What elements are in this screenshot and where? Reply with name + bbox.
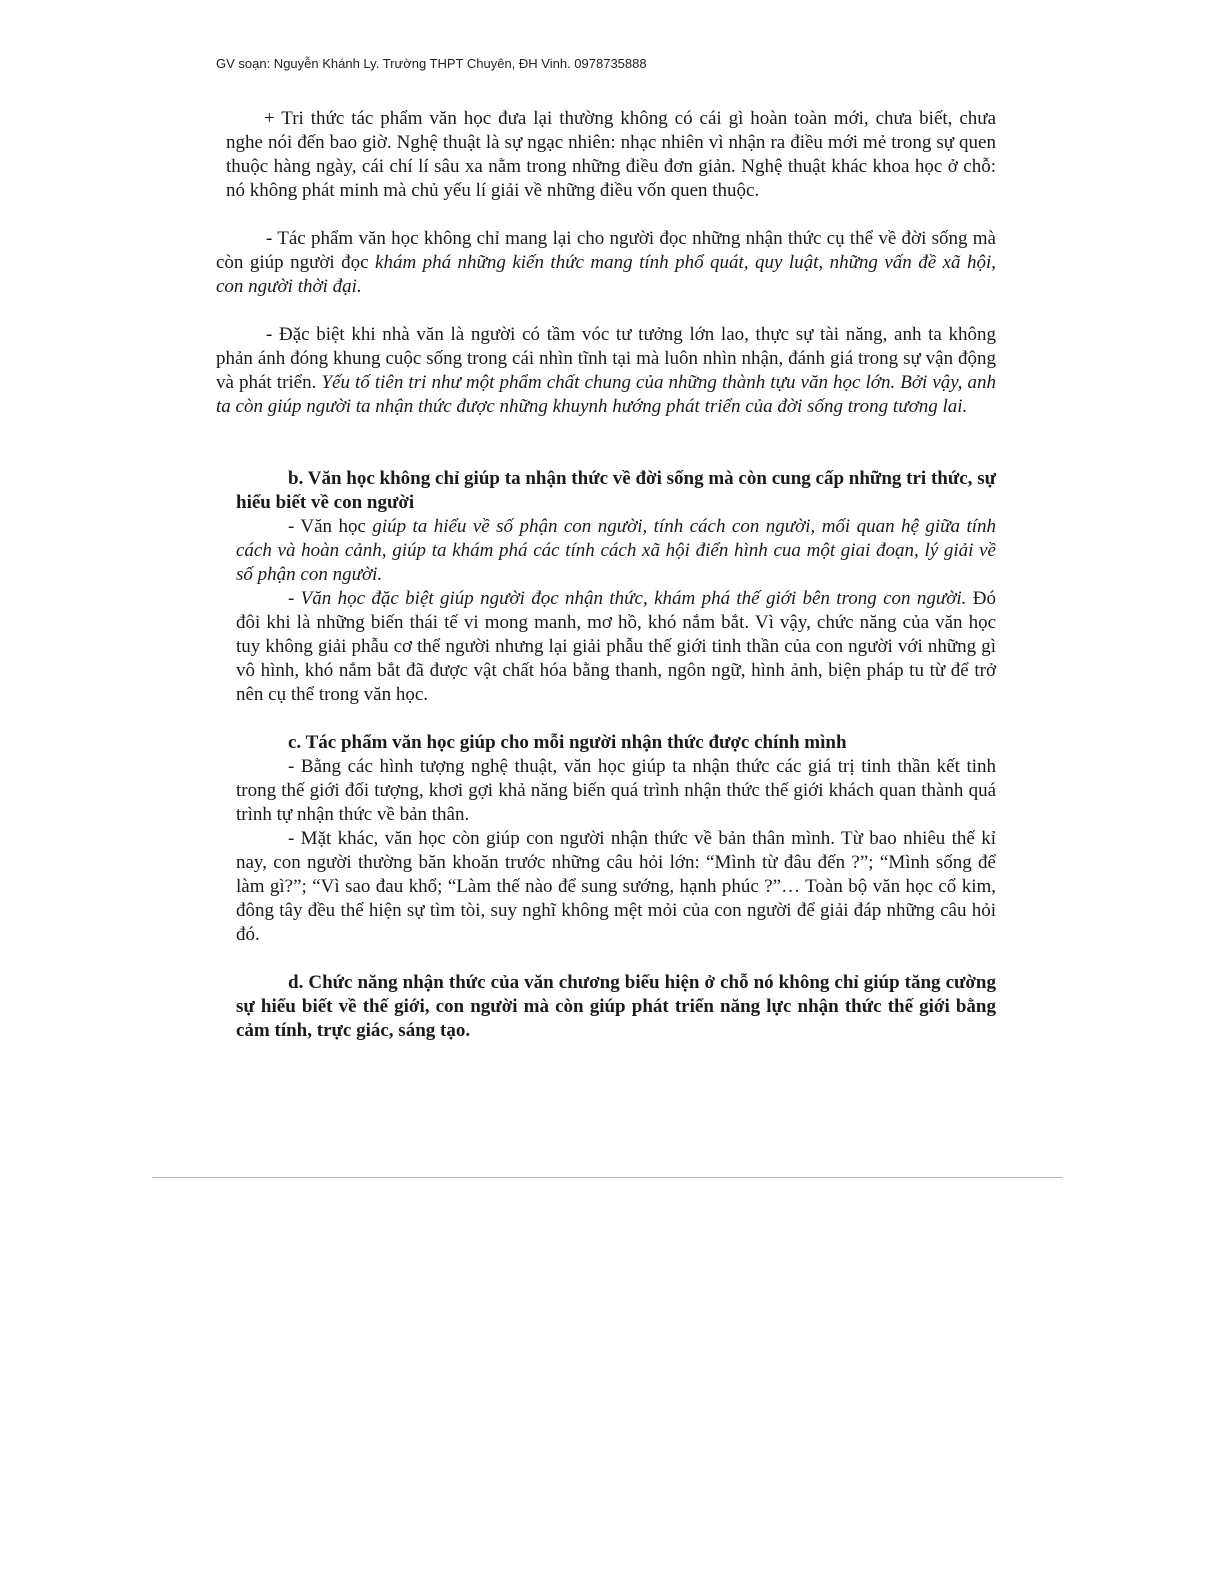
- heading-d: d. Chức năng nhận thức của văn chương biểu hiện ở chỗ nó không chỉ giúp tăng cường sự hiểu biết về thế giới, con người mà còn giúp phát triển năng lực nhận thức thế giới bằng cảm tính, trực giác, sáng tạo.: [236, 972, 996, 1041]
- paragraph-italic: giúp ta hiểu về số phận con người, tính cách con người, mối quan hệ giữa tính cách và hoàn cảnh, giúp ta khám phá các tính cách xã hội điển hình cua một giai đoạn, lý giải về số phận con người.: [236, 516, 997, 585]
- paragraph-foresight: [216, 323, 996, 419]
- paragraph-knowledge: + Tri thức tác phẩm văn học đưa lại thường không có cái gì hoàn toàn mới, chưa biết, chưa nghe nói đến bao giờ. Nghệ thuật là sự ngạc nhiên: nhạc nhiên vì nhận ra điều mới mẻ trong sự quen thuộc hàng ngày, cái chí lí sâu xa nằm trong những điều đơn giản. Nghệ thuật khác khoa học ở chỗ: nó không phát minh mà chủ yếu lí giải về những điều vốn quen thuộc.: [226, 108, 996, 201]
- heading-c: c. Tác phẩm văn học giúp cho mỗi người nhận thức được chính mình: [288, 732, 847, 753]
- paragraph-text: - Văn học: [288, 516, 373, 537]
- page-header: GV soạn: Nguyễn Khánh Ly. Trường THPT Chuyên, ĐH Vinh. 0978735888: [216, 56, 647, 71]
- paragraph-text: - Tác phẩm văn học không chỉ mang lại cho người đọc những nhận thức cụ thể về đời sống mà còn giúp người đọc: [216, 228, 996, 273]
- paragraph-italic: Yếu tố tiên tri như một phẩm chất chung của những thành tựu văn học lớn. Bởi vậy, anh ta còn giúp người ta nhận thức được những khuynh hướng phát triển của đời sống trong tương lai.: [216, 372, 997, 417]
- paragraph-italic: - Văn học đặc biệt giúp người đọc nhận thức, khám phá thế giới bên trong con người.: [288, 588, 967, 609]
- paragraph-b1: [236, 515, 996, 587]
- paragraph-universal: [216, 227, 996, 299]
- heading-b: b. Văn học không chỉ giúp ta nhận thức về đời sống mà còn cung cấp những tri thức, sự hiểu biết về con người: [236, 468, 996, 513]
- paragraph-italic: khám phá những kiến thức mang tính phổ quát, quy luật, những vấn đề xã hội, con người thời đại.: [216, 252, 996, 297]
- paragraph-b2: [236, 587, 996, 707]
- paragraph-c2: - Mặt khác, văn học còn giúp con người nhận thức về bản thân mình. Từ bao nhiêu thế kỉ nay, con người thường băn khoăn trước những câu hỏi lớn: “Mình từ đâu đến ?”; “Mình sống để làm gì?”; “Vì sao đau khổ; “Làm thế nào để sung sướng, hạnh phúc ?”… Toàn bộ văn học cổ kim, đông tây đều thể hiện sự tìm tòi, suy nghĩ không mệt mỏi của con người để giải đáp những câu hỏi đó.: [236, 828, 996, 945]
- footer-divider: [152, 1177, 1062, 1178]
- paragraph-text: Đó đôi khi là những biến thái tế vi mong manh, mơ hồ, khó nắm bắt. Vì vậy, chức năng của văn học tuy không giải phẫu cơ thể người nhưng lại giải phẫu thế giới tinh thần của con người với những gì vô hình, khó nắm bắt đã được vật chất hóa bằng thanh, ngôn ngữ, hình ảnh, biện pháp tu từ để trở nên cụ thể trong văn học.: [236, 588, 996, 705]
- paragraph-text: - Đặc biệt khi nhà văn là người có tầm vóc tư tưởng lớn lao, thực sự tài năng, anh ta không phản ánh đóng khung cuộc sống trong cái nhìn tĩnh tại mà luôn nhìn nhận, đánh giá trong sự vận động và phát triển.: [216, 324, 996, 393]
- paragraph-c1: - Bằng các hình tượng nghệ thuật, văn học giúp ta nhận thức các giá trị tinh thần kết tinh trong thế giới đối tượng, khơi gợi khả năng biến quá trình nhận thức thế giới khách quan thành quá trình tự nhận thức về bản thân.: [236, 756, 996, 825]
